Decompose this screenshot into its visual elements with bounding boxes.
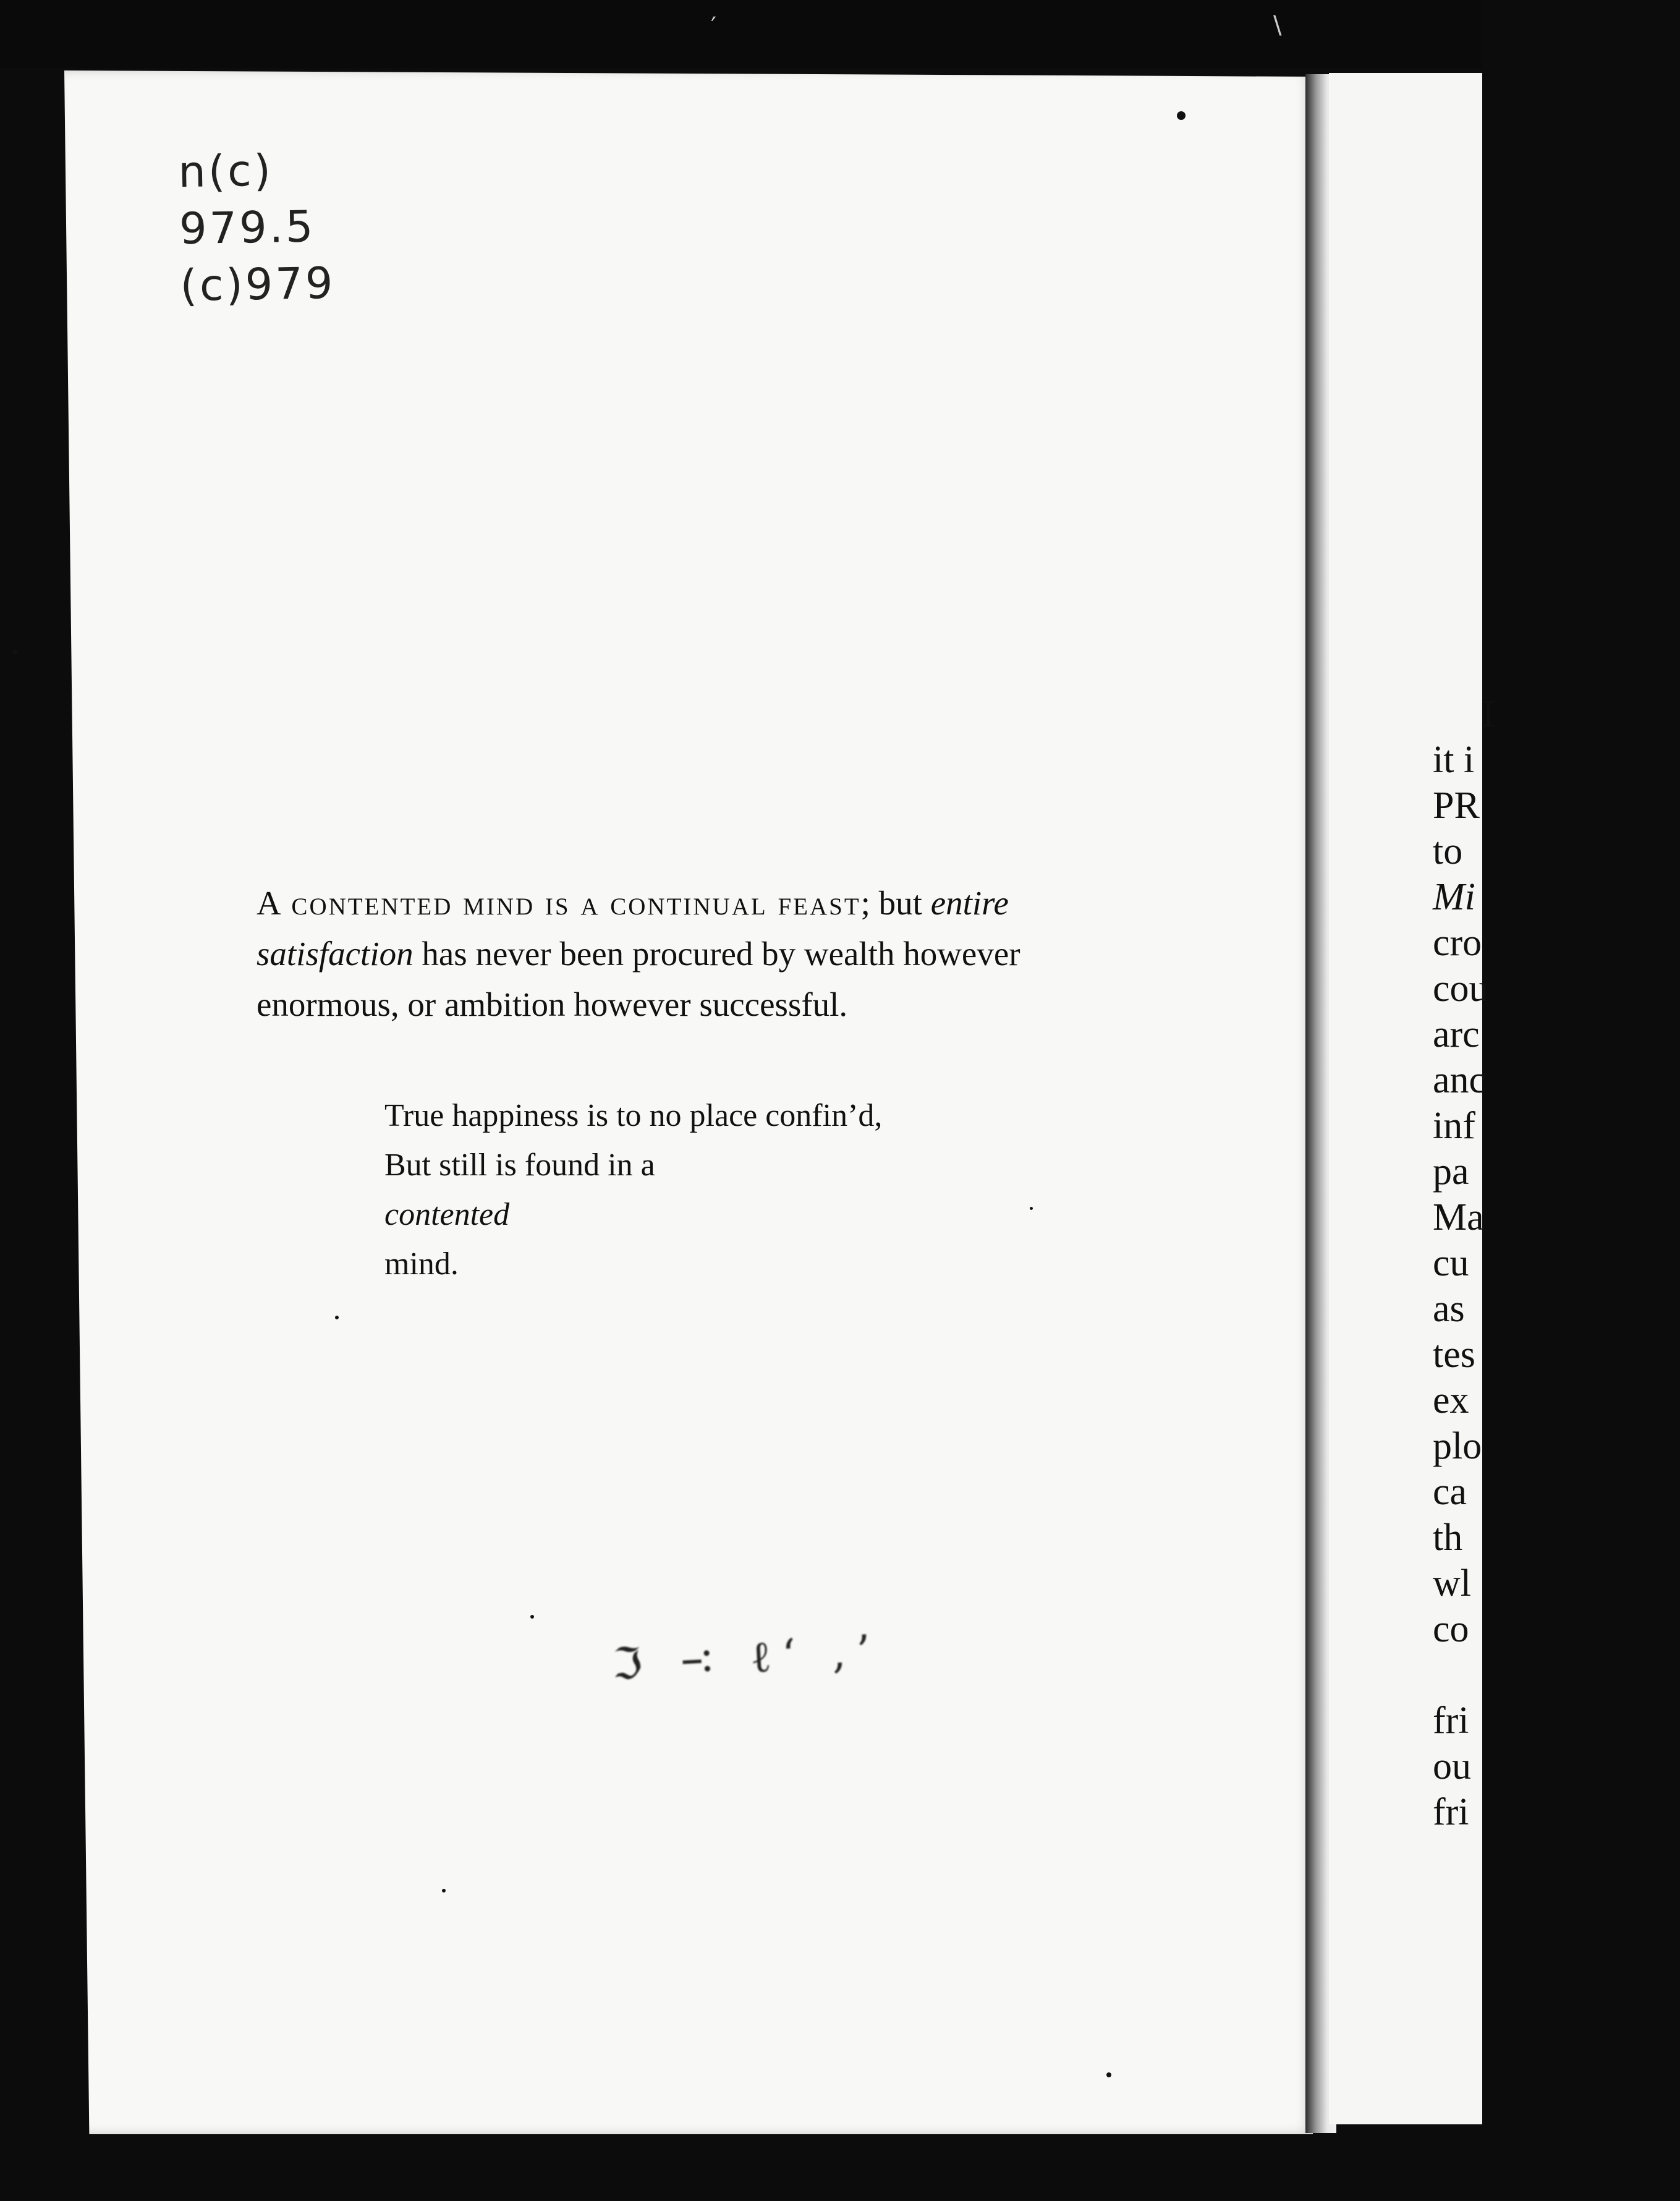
- verse-couplet: [384, 1091, 882, 1289]
- scan-artifact: ′: [711, 12, 717, 41]
- facing-page-fragment: ou: [1433, 1745, 1471, 1787]
- call-number-line: n(c): [177, 145, 274, 198]
- epigraph-line-3: enormous, or ambition however successful.: [257, 986, 848, 1023]
- verse-text: mind.: [384, 1246, 459, 1282]
- ink-speck: [1106, 2072, 1111, 2077]
- call-number-line: 979.5: [179, 201, 316, 255]
- facing-page-fragment: I: [1482, 693, 1495, 735]
- facing-page-fragment: wl: [1433, 1562, 1471, 1604]
- ink-speck: [530, 1615, 534, 1619]
- verse-text: But still is found in a: [384, 1147, 655, 1183]
- facing-page-fragment: it i: [1433, 739, 1475, 781]
- facing-page-fragment: to: [1433, 830, 1463, 872]
- facing-page-fragment: cro: [1433, 922, 1482, 964]
- facing-page-fragment: anc: [1433, 1059, 1487, 1101]
- epigraph-paragraph: [257, 878, 1193, 1030]
- facing-page-fragment: as: [1433, 1288, 1465, 1330]
- epigraph-text: has never been procured by wealth however: [413, 935, 1020, 973]
- epigraph-italic: entire: [930, 884, 1009, 922]
- facing-page-fragment: ca: [1433, 1471, 1467, 1513]
- epigraph-text: ; but: [860, 884, 931, 922]
- scan-artifact: \: [1273, 11, 1282, 40]
- facing-page-fragment: fri: [1433, 1700, 1469, 1742]
- facing-page-fragment: cou: [1433, 968, 1488, 1010]
- facing-page-fragment: Mi: [1433, 876, 1475, 918]
- epigraph-line-2: [257, 929, 1193, 979]
- facing-page-fragment: PR: [1433, 785, 1480, 827]
- facing-page-fragment: pa: [1433, 1151, 1469, 1193]
- facing-page-fragment: Ma: [1433, 1196, 1484, 1238]
- facing-page: [1329, 73, 1495, 2124]
- call-number-line: (c)979: [179, 257, 336, 312]
- facing-page-fragment: fri: [1433, 1791, 1469, 1833]
- ink-speck: [1177, 111, 1186, 120]
- ink-speck: [12, 649, 17, 654]
- facing-page-fragment: arc: [1433, 1013, 1480, 1055]
- facing-page-fragment: [1433, 1652, 1680, 1698]
- facing-page-fragment: co: [1433, 1608, 1469, 1650]
- ink-speck: [1030, 1207, 1033, 1210]
- ink-speck: [335, 1316, 339, 1319]
- epigraph-italic: satisfaction: [257, 935, 414, 973]
- facing-page-fragment: plo: [1433, 1425, 1482, 1467]
- facing-page-fragment: cu: [1433, 1242, 1469, 1284]
- facing-page-fragment: inf: [1433, 1105, 1475, 1147]
- ink-smudge: ℑ ∹ ℓ‘ ,’: [611, 1625, 883, 1690]
- verse-italic: contented: [384, 1197, 510, 1232]
- facing-page-text-fragments: [1433, 691, 1680, 1835]
- epigraph-smallcaps-lead: A contented mind is a continual feast: [257, 884, 861, 922]
- verse-line-2: [384, 1141, 882, 1289]
- handwritten-call-number: [178, 141, 336, 314]
- facing-page-fragment: th: [1433, 1517, 1463, 1559]
- facing-page-fragment: tes: [1433, 1334, 1475, 1376]
- verse-line-1: True happiness is to no place confin’d,: [384, 1098, 883, 1133]
- epigraph-line-1: [257, 878, 1193, 929]
- facing-page-fragment: ex: [1433, 1379, 1469, 1421]
- scan-border-top: [0, 0, 1482, 68]
- ink-speck: [442, 1889, 446, 1892]
